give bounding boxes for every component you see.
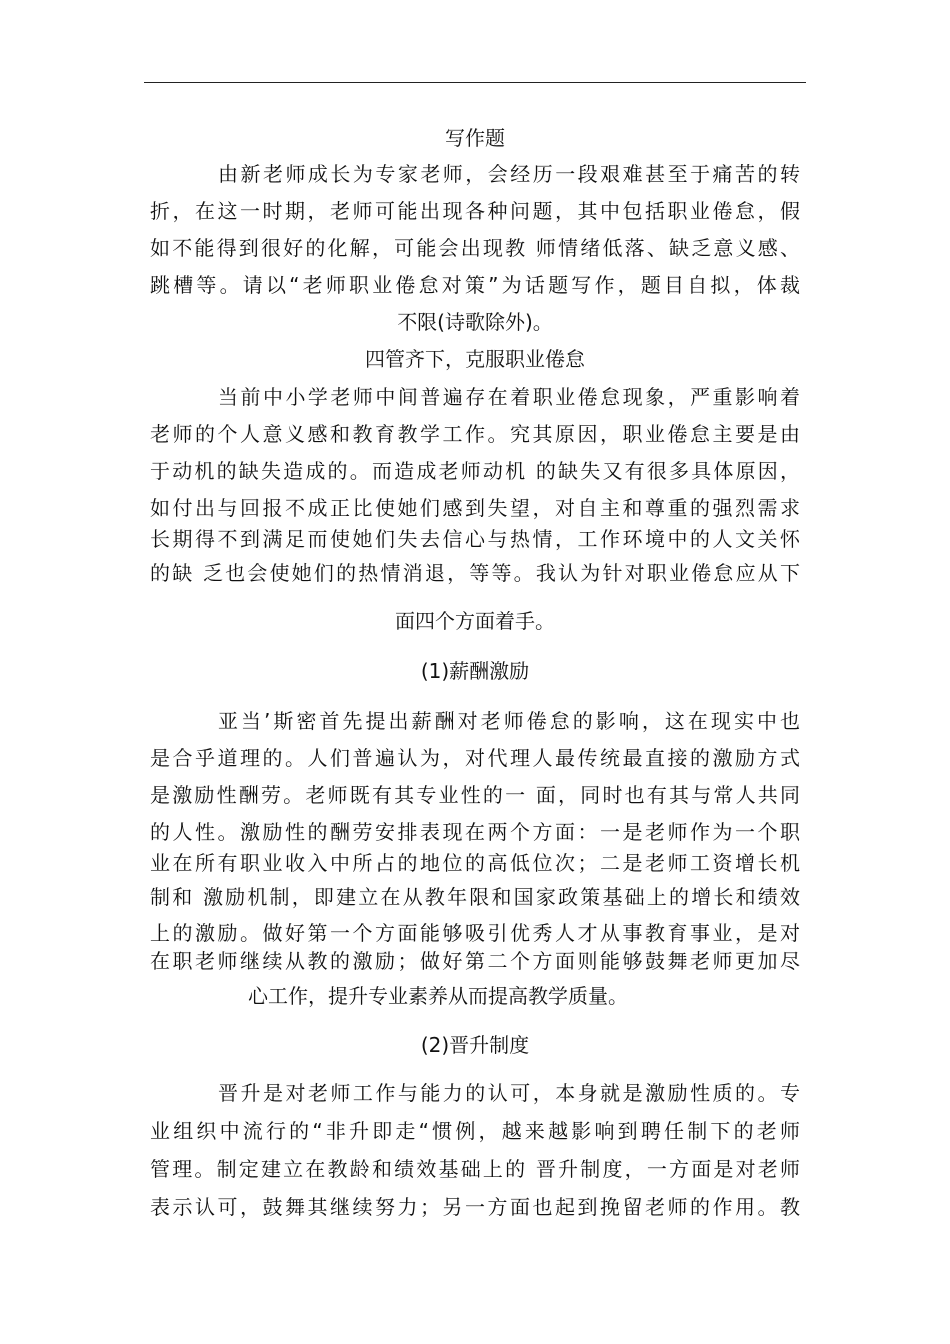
- intro-line: 面四个方面着手。: [395, 609, 555, 633]
- section1-line: 的人性。激励性的酬劳安排表现在两个方面：一是老师作为一个职: [150, 820, 800, 844]
- section1-line: 制和 激励机制，即建立在从教年限和国家政策基础上的增长和绩效: [150, 885, 800, 909]
- section2-line: 管理。制定建立在教龄和绩效基础上的 晋升制度，一方面是对老师: [150, 1157, 800, 1181]
- section1-line: 在职老师继续从教的激励；做好第二个方面则能够鼓舞老师更加尽: [150, 949, 800, 973]
- prompt-line: 跳槽等。请以“老师职业倦怠对策”为话题写作，题目自拟，体裁: [150, 273, 800, 297]
- section-heading: (2)晋升制度: [420, 1033, 530, 1057]
- intro-line: 于动机的缺失造成的。而造成老师动机 的缺失又有很多具体原因，: [150, 459, 800, 483]
- prompt-line: 折，在这一时期，老师可能出现各种问题，其中包括职业倦怠，假: [150, 199, 800, 223]
- section-heading: (1)薪酬激励: [420, 659, 530, 683]
- intro-line: 老师的个人意义感和教育教学工作。究其原因，职业倦怠主要是由: [150, 422, 800, 446]
- section1-line: 是激励性酬劳。老师既有其专业性的一 面，同时也有其与常人共同: [150, 783, 800, 807]
- section1-line: 亚当’斯密首先提出薪酬对老师倦怠的影响，这在现实中也: [218, 709, 800, 733]
- section1-line: 是合乎道理的。人们普遍认为，对代理人最传统最直接的激励方式: [150, 746, 800, 770]
- prompt-line: 不限(诗歌除外)。: [397, 310, 553, 334]
- prompt-line: 如不能得到很好的化解，可能会出现教 师情绪低落、缺乏意义感、: [150, 236, 800, 260]
- section1-line: 上的激励。做好第一个方面能够吸引优秀人才从事教育事业，是对: [150, 921, 800, 945]
- essay-title: 四管齐下，克服职业倦怠: [365, 347, 585, 371]
- prompt-line: 由新老师成长为专家老师，会经历一段艰难甚至于痛苦的转: [218, 162, 800, 186]
- section1-line: 心工作，提升专业素养从而提高教学质量。: [248, 984, 628, 1008]
- intro-line: 当前中小学老师中间普遍存在着职业倦怠现象，严重影响着: [218, 385, 800, 409]
- section2-line: 业组织中流行的“非升即走“惯例，越来越影响到聘任制下的老师: [150, 1119, 800, 1143]
- intro-line: 如付出与回报不成正比使她们感到失望，对自主和尊重的强烈需求: [150, 496, 800, 520]
- section2-line: 表示认可，鼓舞其继续努力；另一方面也起到挽留老师的作用。教: [150, 1195, 800, 1219]
- prompt-heading: 写作题: [445, 126, 505, 150]
- section1-line: 业在所有职业收入中所占的地位的高低位次；二是老师工资增长机: [150, 851, 800, 875]
- header-rule: [144, 82, 806, 83]
- section2-line: 晋升是对老师工作与能力的认可，本身就是激励性质的。专: [218, 1081, 800, 1105]
- intro-line: 长期得不到满足而使她们失去信心与热情，工作环境中的人文关怀: [150, 527, 800, 551]
- intro-line: 的缺 乏也会使她们的热情消退，等等。我认为针对职业倦怠应从下: [150, 561, 800, 585]
